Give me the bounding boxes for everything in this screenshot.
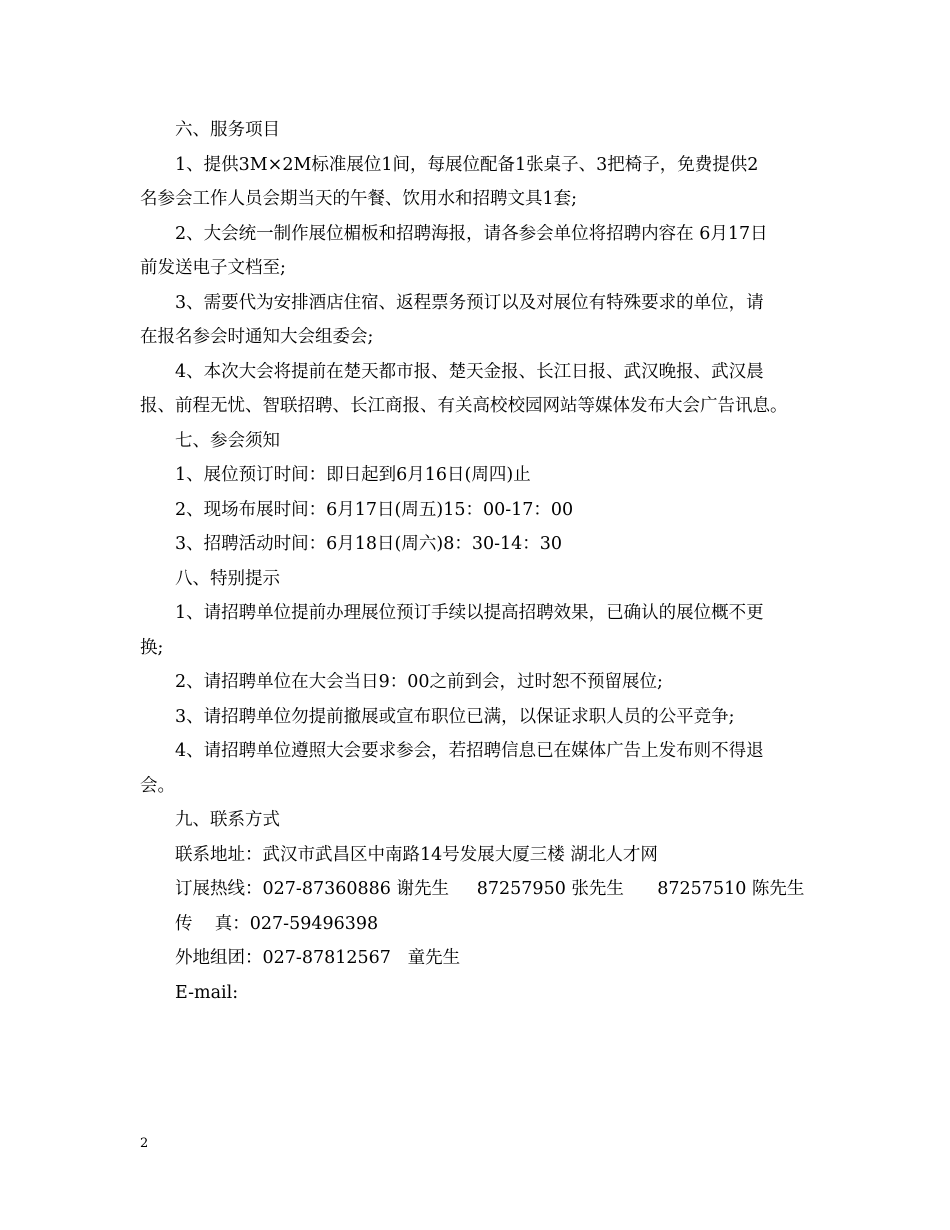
paragraph-line: 前发送电子文档至; — [140, 258, 286, 278]
paragraph-line: 4、本次大会将提前在楚天都市报、楚天金报、长江日报、武汉晚报、武汉晨 — [175, 362, 764, 382]
heading-service-items: 六、服务项目 — [175, 120, 280, 140]
paragraph-line: 3、招聘活动时间：6月18日(周六)8：30-14：30 — [175, 534, 563, 554]
paragraph-line: 2、大会统一制作展位楣板和招聘海报，请各参会单位将招聘内容在 6月17日 — [175, 224, 768, 244]
paragraph-line: 在报名参会时通知大会组委会; — [140, 327, 374, 347]
paragraph-line: 1、请招聘单位提前办理展位预订手续以提高招聘效果，已确认的展位概不更 — [175, 603, 764, 623]
paragraph-line: 换; — [140, 638, 164, 658]
paragraph-line: 3、请招聘单位勿提前撤展或宣布职位已满，以保证求职人员的公平竞争; — [175, 707, 735, 727]
paragraph-line: 会。 — [140, 776, 175, 796]
heading-special-tips: 八、特别提示 — [175, 569, 280, 589]
contact-address: 联系地址：武汉市武昌区中南路14号发展大厦三楼 湖北人才网 — [175, 845, 658, 865]
heading-contact: 九、联系方式 — [175, 810, 280, 830]
contact-group: 外地组团：027-87812567 童先生 — [175, 948, 461, 968]
paragraph-line: 2、请招聘单位在大会当日9：00之前到会，过时恕不预留展位; — [175, 672, 663, 692]
paragraph-line: 4、请招聘单位遵照大会要求参会，若招聘信息已在媒体广告上发布则不得退 — [175, 741, 764, 761]
paragraph-line: 2、现场布展时间：6月17日(周五)15：00-17：00 — [175, 500, 574, 520]
paragraph-line: 名参会工作人员会期当天的午餐、饮用水和招聘文具1套; — [140, 189, 578, 209]
paragraph-line: 1、展位预订时间：即日起到6月16日(周四)止 — [175, 465, 531, 485]
contact-hotline: 订展热线：027-87360886 谢先生 87257950 张先生 87257510 陈先生 — [175, 879, 805, 899]
contact-email: E-mail: — [175, 983, 239, 1003]
page-number: 2 — [140, 1136, 149, 1151]
paragraph-line: 3、需要代为安排酒店住宿、返程票务预订以及对展位有特殊要求的单位，请 — [175, 293, 764, 313]
heading-attendance-notes: 七、参会须知 — [175, 431, 280, 451]
contact-fax: 传 真：027-59496398 — [175, 914, 379, 934]
paragraph-line: 1、提供3M×2M标准展位1间，每展位配备1张桌子、3把椅子，免费提供2 — [175, 155, 759, 175]
paragraph-line: 报、前程无忧、智联招聘、长江商报、有关高校校园网站等媒体发布大会广告讯息。 — [140, 396, 788, 416]
